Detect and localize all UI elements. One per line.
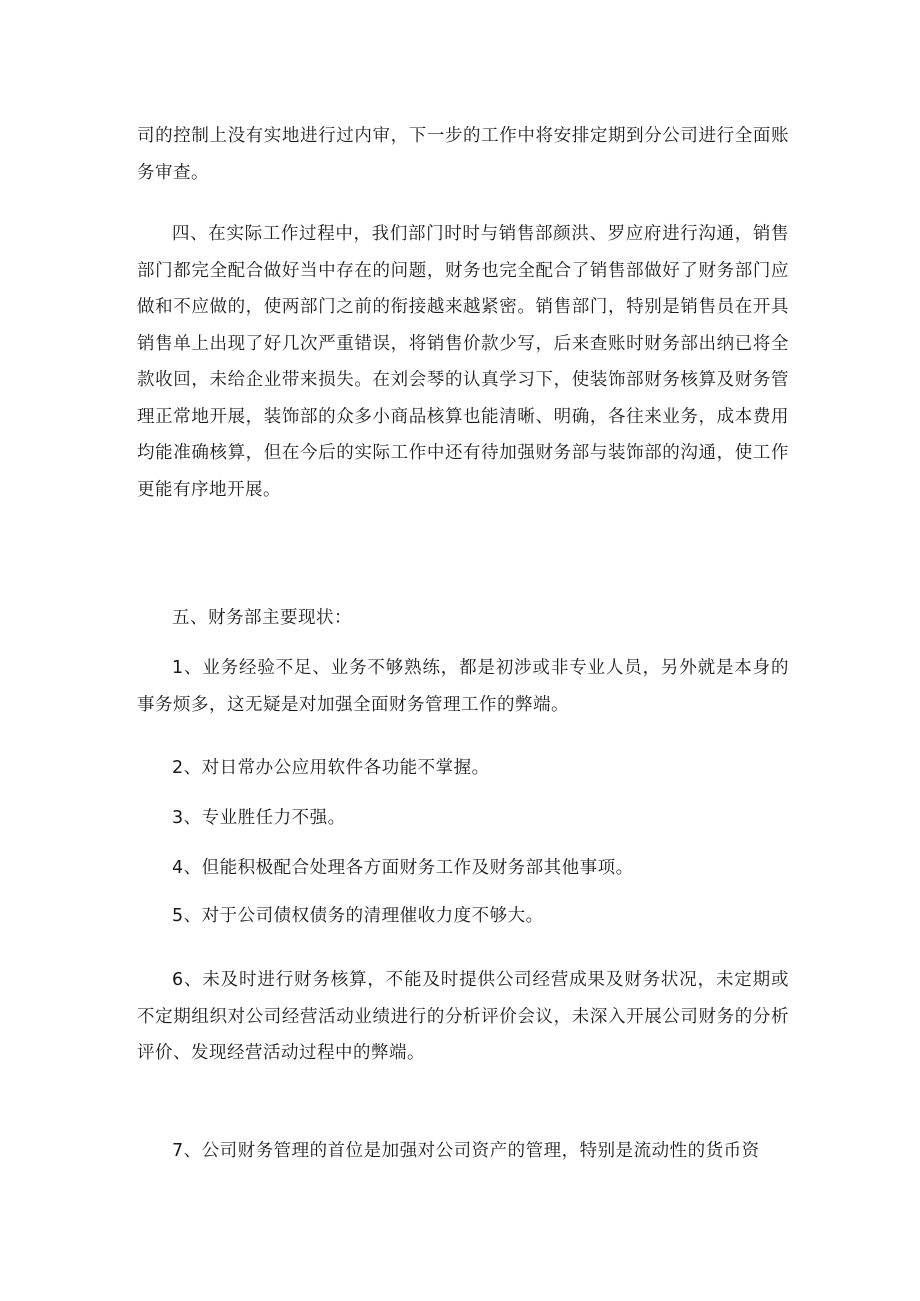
list-item-4: 4、但能积极配合处理各方面财务工作及财务部其他事项。	[172, 858, 634, 878]
list-item-2: 2、对日常办公应用软件各功能不掌握。	[172, 758, 490, 778]
list-item-7: 7、公司财务管理的首位是加强对公司资产的管理，特别是流动性的货币资	[172, 1141, 760, 1161]
list-item-3: 3、专业胜任力不强。	[172, 808, 346, 828]
paragraph-continuation: 司的控制上没有实地进行过内审，下一步的工作中将安排定期到分公司进行全面账务审查。	[137, 126, 789, 183]
paragraph-section-five-heading: 五、财务部主要现状：	[172, 608, 352, 628]
list-item-5: 5、对于公司债权债务的清理催收力度不够大。	[172, 906, 544, 926]
list-item-6: 6、未及时进行财务核算，不能及时提供公司经营成果及财务状况，未定期或不定期组织对公司经营活动业绩进行的分析评价会议，未深入开展公司财务的分析评价、发现经营活动过程中的弊端。	[137, 970, 789, 1063]
list-item-1: 1、业务经验不足、业务不够熟练，都是初涉或非专业人员，另外就是本身的事务烦多，这无疑是对加强全面财务管理工作的弊端。	[137, 658, 789, 715]
paragraph-section-four: 四、在实际工作过程中，我们部门时时与销售部颜洪、罗应府进行沟通，销售部门都完全配合做好当中存在的问题，财务也完全配合了销售部做好了财务部门应做和不应做的，使两部门之前的衔接越来越紧密。销售部门，特别是销售员在开具销售单上出现了好几次严重错误，将销售价款少写，后来查账时财务部出纳已将全款收回，未给企业带来损失。在刘会琴的认真学习下，使装饰部财务核算及财务管理正常地开展，装饰部的众多小商品核算也能清晰、明确，各往来业务，成本费用均能准确核算，但在今后的实际工作中还有待加强财务部与装饰部的沟通，使工作更能有序地开展。	[137, 224, 789, 500]
